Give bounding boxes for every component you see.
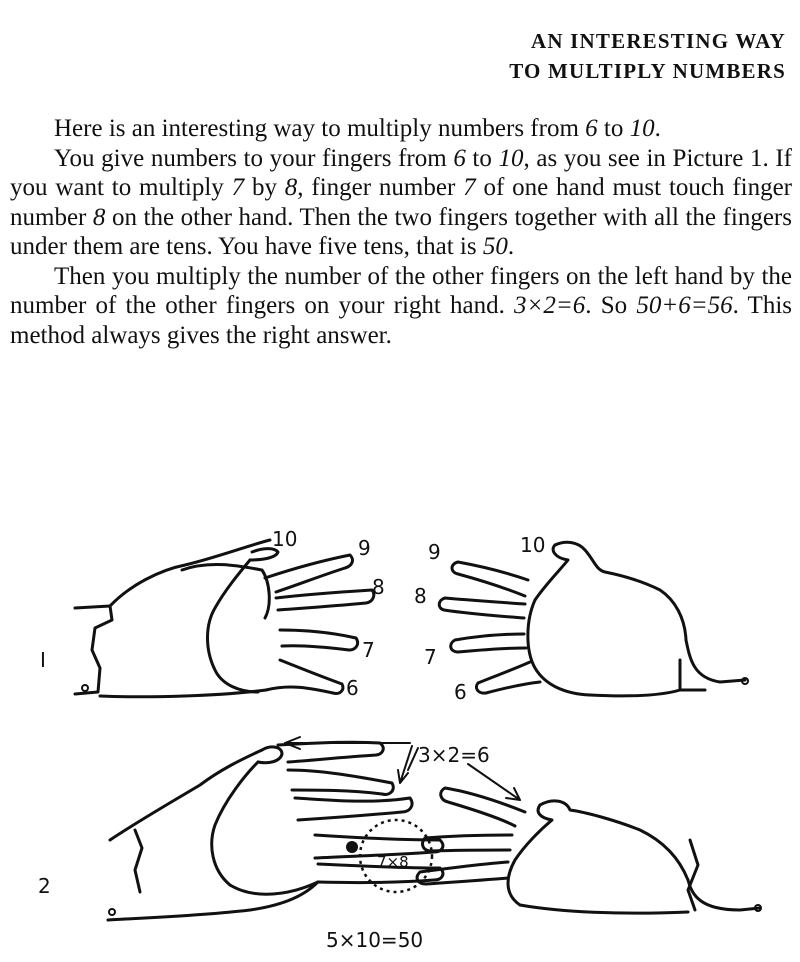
text-run: .: [507, 233, 515, 260]
picture1-label: I: [40, 648, 46, 672]
right-finger-10-label: 10: [520, 533, 546, 557]
text-run: . This method always gives the right answer.: [10, 292, 793, 349]
text-run: Here is an interesting way to multiply numbers from: [54, 115, 586, 142]
title-line-1: AN INTERESTING WAY: [530, 29, 786, 53]
text-run: You give numbers to your fingers from: [54, 144, 454, 172]
picture1-right-hand: [439, 542, 748, 696]
italic-number: 7: [463, 174, 476, 201]
right-finger-7-label: 7: [424, 645, 437, 669]
italic-number: 8: [284, 174, 298, 201]
text-run: Then you multiply the number of the other fingers on the left hand by the number of the other fingers on your right hand.: [10, 262, 792, 319]
italic-number: 7: [231, 174, 245, 201]
left-finger-10-label: 10: [272, 527, 298, 551]
page-title: [509, 26, 786, 86]
left-finger-8-label: 8: [372, 575, 385, 599]
picture2-right-hand: [417, 788, 761, 913]
paragraph-1: [10, 114, 792, 144]
picture2-label: 2: [38, 874, 51, 898]
text-run: , as you see in Picture 1. If you want to multiply: [10, 144, 792, 201]
text-run: to: [597, 115, 630, 142]
italic-number: 8: [92, 203, 106, 231]
text-run: .: [654, 115, 661, 142]
italic-number: 10: [629, 115, 655, 142]
left-finger-9-label: 9: [358, 536, 371, 560]
article-body: [10, 114, 792, 350]
tens-label: 5×10=50: [326, 928, 424, 952]
text-run: of one hand must touch finger number: [10, 174, 793, 231]
italic-number: 50+6=56: [636, 292, 733, 319]
right-finger-8-label: 8: [414, 584, 427, 608]
italic-number: 6: [453, 144, 466, 172]
italic-number: 50: [482, 233, 508, 260]
left-finger-6-label: 6: [346, 676, 359, 700]
touch-point-dot: [346, 841, 358, 853]
italic-number: 3×2=6: [514, 292, 586, 319]
italic-number: 10: [498, 144, 524, 172]
text-run: by: [244, 174, 285, 201]
text-run: to: [465, 144, 499, 172]
right-finger-9-label: 9: [428, 540, 441, 564]
italic-number: 6: [585, 115, 598, 142]
paragraph-3: [10, 262, 792, 351]
title-line-2: TO MULTIPLY NUMBERS: [509, 59, 786, 83]
text-run: on the other hand. Then the two fingers together with all the fingers under them are tens. You have five tens, that is: [10, 203, 792, 260]
arrow-left-fingers: [285, 737, 410, 749]
right-finger-6-label: 6: [454, 680, 467, 704]
picture2-left-hand: [108, 742, 443, 920]
touch-label: 7×8: [377, 853, 409, 871]
paragraph-2: [10, 144, 792, 262]
product-label: 3×2=6: [418, 743, 490, 767]
left-finger-7-label: 7: [362, 638, 375, 662]
hands-illustration: [0, 500, 800, 962]
text-run: , finger number: [297, 174, 464, 201]
text-run: . So: [585, 292, 637, 319]
picture1-left-hand: [75, 540, 374, 697]
